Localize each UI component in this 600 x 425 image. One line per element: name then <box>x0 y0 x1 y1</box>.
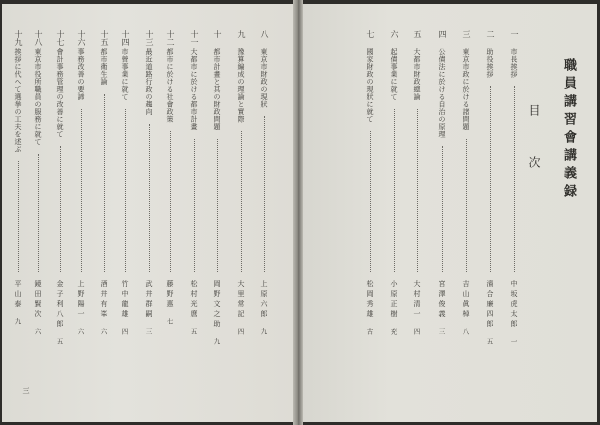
entry-author: 上野陽一 <box>77 280 85 320</box>
entry-title: 國家財政の現狀に就て <box>366 48 374 123</box>
entry-author: 中坂虎太郎 <box>510 280 518 330</box>
entry-author: 上原六郎 <box>260 280 268 320</box>
entry-author: 吉山眞棹 <box>462 280 470 320</box>
entry-page-number: 一 <box>509 338 518 345</box>
leader-dots <box>18 161 19 272</box>
entry-page-number: 五 <box>485 338 494 345</box>
entry-number: 十六 <box>77 30 86 46</box>
leader-dots <box>514 86 515 272</box>
entry-title: 市營事業に就て <box>121 48 129 101</box>
toc-entry <box>100 30 111 408</box>
toc-entry <box>366 30 377 408</box>
entry-title: 會計事務管理の改善に就て <box>56 48 64 138</box>
entry-title: 挨拶に代へて選挙の工夫を述ぶ <box>14 48 22 153</box>
entry-number: 二 <box>486 30 495 38</box>
leader-dots <box>490 86 491 272</box>
entry-title: 公債法に於ける自治の原理 <box>438 48 446 138</box>
entry-number: 八 <box>260 30 269 38</box>
entry-title: 事務改善の要諦 <box>77 48 85 101</box>
toc-entry <box>213 30 224 408</box>
toc-entry <box>462 30 473 408</box>
entry-number: 十 <box>213 30 222 38</box>
entry-author: 松村光麿 <box>190 280 198 320</box>
leader-dots <box>81 109 82 273</box>
toc-entry <box>56 30 67 408</box>
entry-number: 九 <box>237 30 246 38</box>
entry-author: 松岡秀雄 <box>366 280 374 320</box>
entry-number: 五 <box>413 30 422 38</box>
entry-title: 豫算編成の理論と實際 <box>237 48 245 123</box>
entry-title: 都市に於ける社會政策 <box>166 48 174 123</box>
entry-page-number: 五 <box>55 338 64 345</box>
toc-entry <box>237 30 248 408</box>
entry-author: 武井群嗣 <box>145 280 153 320</box>
toc-entry <box>34 30 45 408</box>
entry-author: 金子利八郎 <box>56 280 64 330</box>
toc-entry <box>14 30 25 408</box>
entry-page-number: 八 <box>461 328 470 335</box>
entry-page-number: 四 <box>236 328 245 335</box>
toc-entry <box>166 30 177 408</box>
entry-title: 東京市役所職員の服務に就て <box>34 48 42 146</box>
entry-number: 三 <box>462 30 471 38</box>
entry-title: 市長挨拶 <box>510 48 518 78</box>
leader-dots <box>194 139 195 273</box>
book-title: 職員講習會講義録 <box>561 58 576 202</box>
entry-number: 十八 <box>34 30 43 46</box>
entry-title: 都市計畫と其の財政問題 <box>213 48 221 131</box>
leader-dots <box>394 109 395 273</box>
entry-page-number: 六 <box>99 328 108 335</box>
entry-author: 岡野文之助 <box>213 280 221 330</box>
toc-entry <box>77 30 88 408</box>
entry-title: 東京市政に於ける諸問題 <box>462 48 470 131</box>
entry-page-number: 七 <box>165 318 174 325</box>
entry-title: 都市衛生論 <box>100 48 108 86</box>
book-gutter <box>293 0 303 425</box>
leader-dots <box>170 131 171 272</box>
entry-number: 十七 <box>56 30 65 46</box>
leader-dots <box>241 131 242 272</box>
entry-author: 鏡田賢次 <box>34 280 42 320</box>
entry-author: 小原正樹 <box>390 280 398 320</box>
entry-title: 起債事業に就て <box>390 48 398 101</box>
entry-title: 最近道路行政の趨向 <box>145 48 153 116</box>
entry-title: 助役挨拶 <box>486 48 494 78</box>
leader-dots <box>466 139 467 273</box>
entry-page-number: 古 <box>365 328 374 335</box>
toc-entry <box>413 30 424 408</box>
right-page <box>301 4 597 422</box>
leader-dots <box>217 139 218 273</box>
entry-number: 四 <box>438 30 447 38</box>
leader-dots <box>149 124 150 273</box>
entry-author: 濱合廉四郎 <box>486 280 494 330</box>
entry-page-number: 六 <box>33 328 42 335</box>
entry-author: 宮澤俊義 <box>438 280 446 320</box>
entry-title: 東京市財政の現狀 <box>260 48 268 108</box>
entry-author: 大村清一 <box>413 280 421 320</box>
entry-number: 十三 <box>145 30 154 46</box>
entry-page-number: 五 <box>189 328 198 335</box>
entry-number: 六 <box>390 30 399 38</box>
entry-title: 大都市に於ける都市計畫 <box>190 48 198 131</box>
entry-number: 十二 <box>166 30 175 46</box>
entry-number: 十五 <box>100 30 109 46</box>
entry-author: 酒井有峯 <box>100 280 108 320</box>
contents-heading: 目次 <box>527 104 541 208</box>
leader-dots <box>442 146 443 272</box>
toc-entry <box>260 30 271 408</box>
entry-author: 藤野惠 <box>166 280 174 310</box>
leader-dots <box>417 109 418 273</box>
toc-entry <box>438 30 449 408</box>
entry-page-number: 四 <box>120 328 129 335</box>
entry-title: 大都市財政總論 <box>413 48 421 101</box>
entry-number: 十九 <box>14 30 23 46</box>
leader-dots <box>104 94 105 273</box>
entry-page-number: 充 <box>389 328 398 335</box>
toc-entry <box>390 30 401 408</box>
entry-number: 一 <box>510 30 519 38</box>
leader-dots <box>264 116 265 272</box>
entry-number: 十一 <box>190 30 199 46</box>
toc-entry <box>190 30 201 408</box>
entry-page-number: 九 <box>13 318 22 325</box>
leader-dots <box>38 154 39 273</box>
leader-dots <box>125 109 126 273</box>
leader-dots <box>60 146 61 272</box>
entry-page-number: 三 <box>144 328 153 335</box>
entry-page-number: 九 <box>259 328 268 335</box>
toc-entry <box>486 30 497 408</box>
entry-author: 平山泰 <box>14 280 22 310</box>
entry-number: 十四 <box>121 30 130 46</box>
toc-entry <box>121 30 132 408</box>
entry-number: 七 <box>366 30 375 38</box>
entry-page-number: 四 <box>412 328 421 335</box>
entry-page-number: 三 <box>437 328 446 335</box>
entry-page-number: 九 <box>212 338 221 345</box>
entry-author: 大里常記 <box>237 280 245 320</box>
entry-page-number: 六 <box>76 328 85 335</box>
leader-dots <box>370 131 371 272</box>
toc-entry <box>145 30 156 408</box>
page-folio: 三 <box>22 387 30 394</box>
entry-author: 竹中龍雄 <box>121 280 129 320</box>
toc-entry <box>510 30 521 408</box>
